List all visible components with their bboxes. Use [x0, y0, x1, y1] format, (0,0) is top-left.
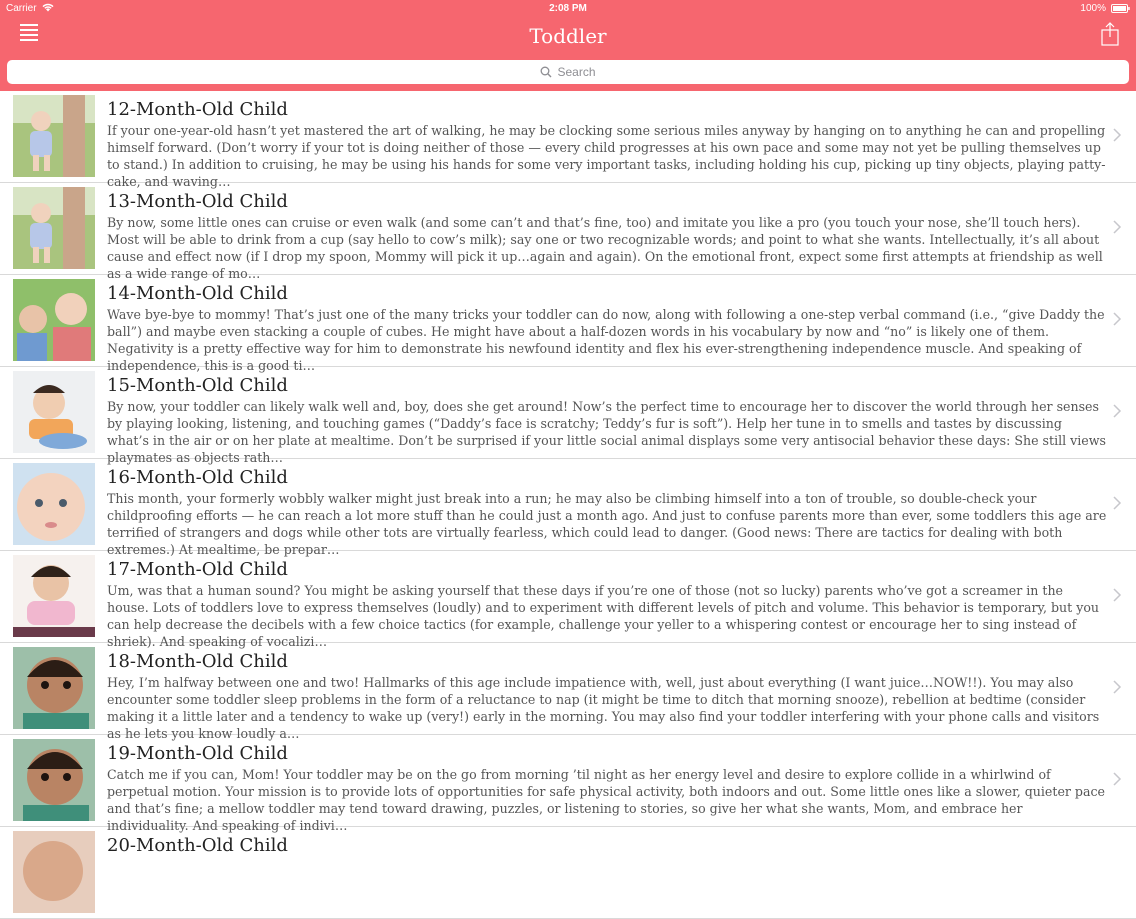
list-item[interactable]: [0, 91, 1136, 189]
chevron-right-icon: [1113, 496, 1121, 510]
thumbnail-image: [13, 187, 95, 269]
list-item[interactable]: [0, 551, 1136, 649]
list-item[interactable]: [0, 827, 1136, 919]
item-description: This month, your formerly wobbly walker might just break into a run; he may also be climbing himself into a ton of trouble, so double-check your childproofing efforts — he can reach a lot more stuff than he could just a month ago. And just to confuse parents more than ever, some toddlers this age are terrified of strangers and dogs while other tots are virtually fearless, which could lead to danger. (Good news: There are tactics for dealing with both extremes.) At mealtime, be prepar…: [107, 491, 1107, 557]
thumbnail-image: [13, 279, 95, 361]
list-item[interactable]: [0, 367, 1136, 465]
chevron-right-icon: [1113, 772, 1121, 786]
item-description: Wave bye-bye to mommy! That’s just one of the many tricks your toddler can do now, along with following a one-step verbal command (i.e., “give Daddy the ball”) and maybe even stacking a couple of cubes. He might have about a half-dozen words in his vocabulary by now and “no” is likely one of them. Negativity is a pretty effective way for him to demonstrate his newfound identity and flex his ever-strengthening independence muscle. And speaking of independence, this is a good ti…: [107, 307, 1105, 373]
item-title: 20-Month-Old Child: [107, 835, 288, 856]
status-bar: [0, 0, 1136, 18]
chevron-right-icon: [1113, 680, 1121, 694]
thumbnail-image: [13, 463, 95, 545]
battery-percent: 100%: [1080, 3, 1106, 14]
chevron-right-icon: [1113, 404, 1121, 418]
article-list: [0, 91, 1136, 919]
item-description: Hey, I’m halfway between one and two! Hallmarks of this age include impatience with, well, just about everything (I want juice…NOW!!). You may also encounter some toddler sleep problems in the form of a reluctance to nap (it might be time to ditch that morning snooze), rebellion at bedtime (consider making it a little later and a tendency to wake up (very!) early in the morning. You may also find your toddler interfering with your phone calls and visitors as he lets you know loudly a…: [107, 675, 1100, 741]
chevron-right-icon: [1113, 588, 1121, 602]
thumbnail-image: [13, 95, 95, 177]
item-title: 15-Month-Old Child: [107, 375, 288, 396]
item-title: 13-Month-Old Child: [107, 191, 288, 212]
nav-bar: [0, 18, 1136, 58]
clock: 2:08 PM: [549, 3, 587, 14]
list-item[interactable]: [0, 183, 1136, 281]
item-title: 17-Month-Old Child: [107, 559, 288, 580]
thumbnail-image: [13, 831, 95, 913]
item-description: Catch me if you can, Mom! Your toddler may be on the go from morning ’til night as her energy level and desire to explore collide in a whirlwind of perpetual motion. Your mission is to provide lots of opportunities for safe physical activity, both indoors and out. Some little ones like a slower, quieter pace and that’s fine; a mellow toddler may tend toward drawing, puzzles, or listening to stories, so give her what she wants, Mom, and embrace her individuality. And speaking of indivi…: [107, 767, 1105, 833]
page-title: Toddler: [529, 24, 607, 48]
chevron-right-icon: [1113, 220, 1121, 234]
item-title: 16-Month-Old Child: [107, 467, 288, 488]
thumbnail-image: [13, 371, 95, 453]
search-bar-container: [0, 58, 1136, 91]
item-description: By now, your toddler can likely walk well and, boy, does she get around! Now’s the perfect time to encourage her to discover the world through her senses by playing looking, listening, and touching games (“Daddy’s face is scratchy; Teddy’s fur is soft”). Help her tune in to smells and tastes by discussing what’s in the air or on her plate at mealtime. Don’t be surprised if your little social animal displays some very antisocial behavior these days: She still views playmates as objects rath…: [107, 399, 1107, 465]
item-title: 19-Month-Old Child: [107, 743, 288, 764]
item-title: 18-Month-Old Child: [107, 651, 288, 672]
search-icon: [540, 66, 552, 78]
thumbnail-image: [13, 647, 95, 729]
chevron-right-icon: [1113, 128, 1121, 142]
item-title: 12-Month-Old Child: [107, 99, 288, 120]
thumbnail-image: [13, 555, 95, 637]
list-item[interactable]: [0, 643, 1136, 741]
search-input[interactable]: [7, 60, 1129, 84]
item-description: By now, some little ones can cruise or even walk (and some can’t and that’s fine, too) and imitate you like a pro (you touch your nose, she’ll touch hers). Most will be able to drink from a cup (say hello to cow’s milk); say one or two recognizable words; and point to what she wants. Intellectually, it’s all about cause and effect now (if I drop my spoon, Mommy will pick it up…again and again). On the emotional front, expect some first attempts at friendship as well as a wide range of mo…: [107, 215, 1103, 281]
battery-icon: [1111, 4, 1130, 13]
item-title: 14-Month-Old Child: [107, 283, 288, 304]
list-item[interactable]: [0, 735, 1136, 833]
search-placeholder: Search: [557, 65, 596, 79]
thumbnail-image: [13, 739, 95, 821]
share-icon[interactable]: [1100, 22, 1120, 46]
list-item[interactable]: [0, 275, 1136, 373]
item-description: Um, was that a human sound? You might be asking yourself that these days if you’re one of those (not so lucky) parents who’ve got a screamer in the house. Lots of toddlers love to express themselves (loudly) and to experiment with different levels of pitch and volume. This behavior is temporary, but you can help decrease the decibels with a few choice tactics (for example, challenge your yeller to a whispering contest or encourage her to sing instead of shriek). And speaking of vocalizi…: [107, 583, 1100, 649]
carrier-label: Carrier: [6, 3, 37, 14]
item-description: If your one-year-old hasn’t yet mastered the art of walking, he may be clocking some serious miles anyway by hanging on to anything he can and propelling himself forward. (Don’t worry if your tot is doing neither of those — every child progresses at his own pace and some may not yet be pulling themselves up to stand.) In addition to cruising, he may be using his hands for some very important tasks, including holding his cup, picking up tiny objects, playing patty-cake, and waving…: [107, 123, 1106, 189]
chevron-right-icon: [1113, 312, 1121, 326]
list-item[interactable]: [0, 459, 1136, 557]
